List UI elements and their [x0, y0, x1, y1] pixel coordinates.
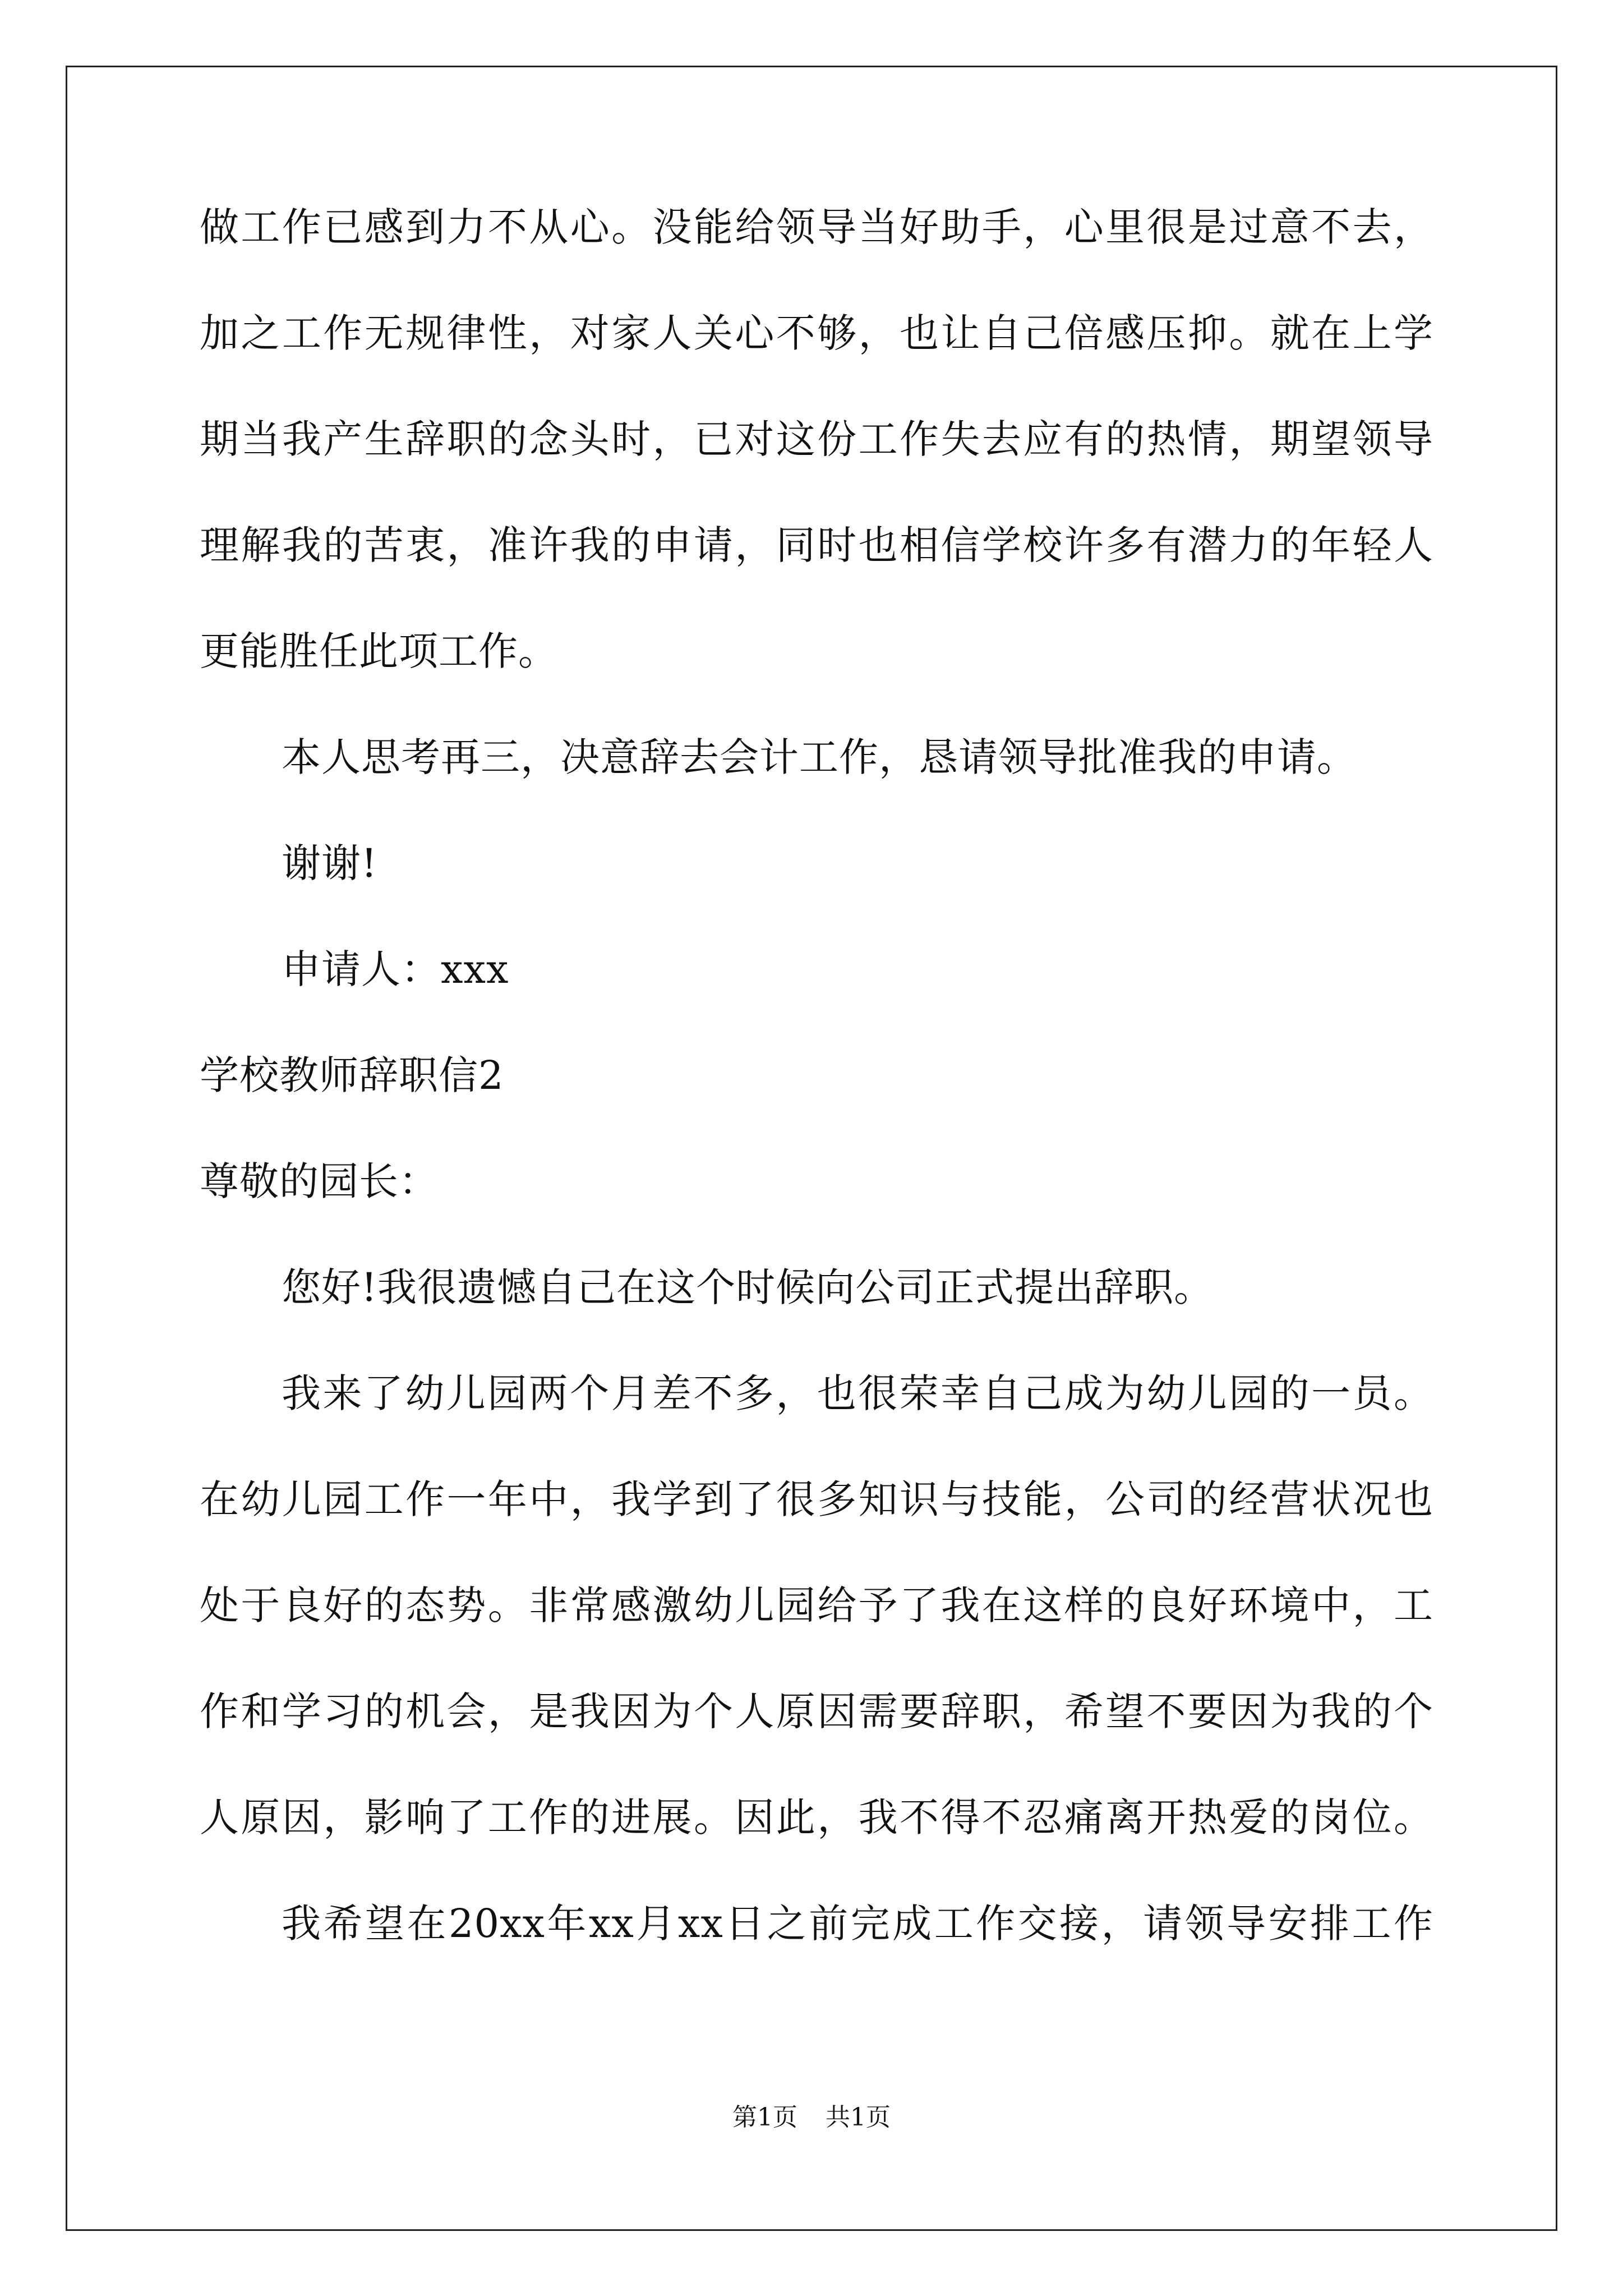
- page-number: 第1页: [732, 2103, 797, 2132]
- text-line: 更能胜任此项工作。: [200, 628, 558, 674]
- salutation: 尊敬的园长：: [200, 1158, 439, 1204]
- signature-line: 申请人：xxx: [282, 946, 509, 992]
- text-line: 谢谢!: [282, 840, 378, 886]
- text-line: 我来了幼儿园两个月差不多，也很荣幸自己成为幼儿园的一员。: [282, 1370, 1433, 1416]
- text-line: 做工作已感到力不从心。没能给领导当好助手，心里很是过意不去，: [200, 204, 1433, 250]
- text-line: 加之工作无规律性，对家人关心不够，也让自己倍感压抑。就在上学: [200, 310, 1433, 356]
- text-line: 作和学习的机会，是我因为个人原因需要辞职，希望不要因为我的个: [200, 1688, 1433, 1734]
- text-line: 处于良好的态势。非常感激幼儿园给予了我在这样的良好环境中，工: [200, 1582, 1433, 1628]
- page-footer: [0, 2101, 1623, 2134]
- document-body: [200, 199, 1433, 2001]
- text-line: 理解我的苦衷，准许我的申请，同时也相信学校许多有潜力的年轻人: [200, 522, 1433, 568]
- text-line: 您好!我很遗憾自己在这个时候向公司正式提出辞职。: [282, 1264, 1214, 1310]
- section-title: 学校教师辞职信2: [200, 1052, 504, 1098]
- text-line: 在幼儿园工作一年中，我学到了很多知识与技能，公司的经营状况也: [200, 1476, 1433, 1522]
- text-line: 我希望在20xx年xx月xx日之前完成工作交接，请领导安排工作: [282, 1901, 1433, 1947]
- text-line: 期当我产生辞职的念头时，已对这份工作失去应有的热情，期望领导: [200, 416, 1433, 462]
- text-line: 人原因，影响了工作的进展。因此，我不得不忍痛离开热爱的岗位。: [200, 1795, 1433, 1841]
- text-line: 本人思考再三，决意辞去会计工作，恳请领导批准我的申请。: [282, 734, 1357, 780]
- page-total: 共1页: [826, 2103, 891, 2132]
